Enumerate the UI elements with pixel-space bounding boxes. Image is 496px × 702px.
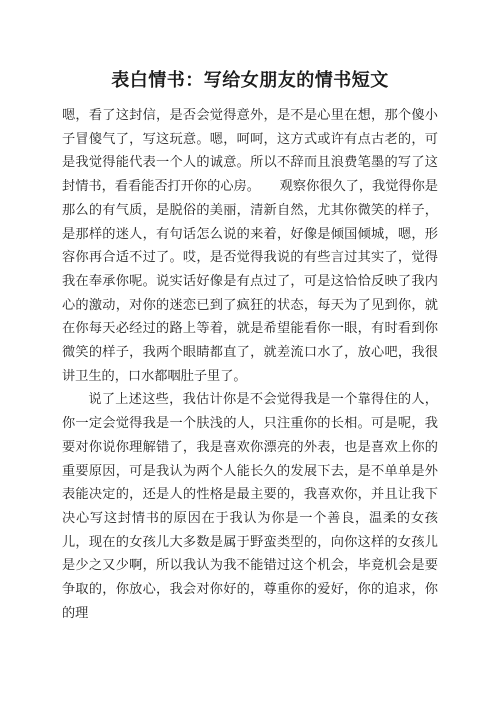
- document-body: [62, 104, 438, 625]
- document-title: 表白情书：写给女朋友的情书短文: [111, 70, 389, 91]
- paragraph-2: 说了上述这些，我估计你是不会觉得我是一个靠得住的人，你一定会觉得我是一个肤浅的人，只注重你的长相。可是呢，我要对你说你理解错了，我是喜欢你漂亮的外表，也是喜欢上你的重要原因，可是我认为两个人能长久的发展下去，是不单单是外表能决定的，还是人的性格是最主要的，我喜欢你，并且让我下决心写这封情书的原因在于我认为你是一个善良，温柔的女孩儿，现在的女孩儿大多数是属于野蛮类型的，向你这样的女孩儿是少之又少啊，所以我认为我不能错过这个机会，毕竟机会是要争取的，你放心，我会对你好的，尊重你的爱好，你的追求，你的理: [62, 392, 438, 621]
- paragraph-1: 嗯，看了这封信，是否会觉得意外，是不是心里在想，那个傻小子冒傻气了，写这玩意。嗯，呵呵，这方式或许有点古老的，可是我觉得能代表一个人的诚意。所以不辞而且浪费笔墨的写了这封情书，看看能否打开你的心房。 观察你很久了，我觉得你是那么的有气质，是脱俗的美丽，清新自然，尤其你微笑的样子，是那样的迷人，有句话怎么说的来着，好像是倾国倾城，嗯，形容你再合适不过了。哎，是否觉得我说的有些言过其实了，觉得我在奉承你呢。说实话好像是有点过了，可是这恰恰反映了我内心的激动，对你的迷恋已到了疯狂的状态，每天为了见到你，就在你每天必经过的路上等着，就是希望能看你一眼，有时看到你微笑的样子，我两个眼睛都直了，就差流口水了，放心吧，我很讲卫生的，口水都咽肚子里了。: [62, 108, 438, 384]
